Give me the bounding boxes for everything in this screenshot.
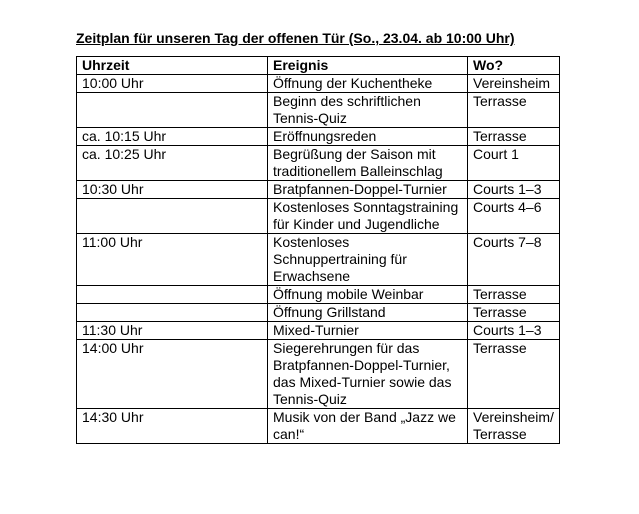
location-cell: Terrasse xyxy=(468,304,560,322)
event-cell: Musik von der Band „Jazz we can!“ xyxy=(268,409,468,444)
time-cell xyxy=(77,304,268,322)
location-cell: Courts 1–3 xyxy=(468,322,560,340)
header-time: Uhrzeit xyxy=(77,57,268,75)
location-cell: Vereinsheim xyxy=(468,75,560,93)
location-cell: Courts 7–8 xyxy=(468,234,560,286)
location-cell: Terrasse xyxy=(468,340,560,409)
time-cell: 14:30 Uhr xyxy=(77,409,268,444)
table-header-row xyxy=(77,57,560,75)
schedule-table xyxy=(76,56,560,444)
table-row xyxy=(77,409,560,444)
table-row xyxy=(77,93,560,128)
location-cell: Court 1 xyxy=(468,146,560,181)
header-event: Ereignis xyxy=(268,57,468,75)
table-row xyxy=(77,286,560,304)
time-cell: 10:00 Uhr xyxy=(77,75,268,93)
event-cell: Bratpfannen-Doppel-Turnier xyxy=(268,181,468,199)
event-cell: Öffnung mobile Weinbar xyxy=(268,286,468,304)
time-cell: ca. 10:15 Uhr xyxy=(77,128,268,146)
header-location: Wo? xyxy=(468,57,560,75)
table-row xyxy=(77,128,560,146)
table-row xyxy=(77,199,560,234)
location-cell: Courts 1–3 xyxy=(468,181,560,199)
event-cell: Eröffnungsreden xyxy=(268,128,468,146)
time-cell xyxy=(77,93,268,128)
event-cell: Siegerehrungen für das Bratpfannen-Doppel-Turnier, das Mixed-Turnier sowie das Tennis-Quiz xyxy=(268,340,468,409)
time-cell: ca. 10:25 Uhr xyxy=(77,146,268,181)
event-cell: Öffnung der Kuchentheke xyxy=(268,75,468,93)
location-cell: Terrasse xyxy=(468,93,560,128)
document-title: Zeitplan für unseren Tag der offenen Tür (So., 23.04. ab 10:00 Uhr) xyxy=(76,30,515,46)
location-cell: Terrasse xyxy=(468,286,560,304)
table-row xyxy=(77,234,560,286)
time-cell xyxy=(77,286,268,304)
location-cell: Courts 4–6 xyxy=(468,199,560,234)
time-cell: 11:30 Uhr xyxy=(77,322,268,340)
table-row xyxy=(77,75,560,93)
time-cell xyxy=(77,199,268,234)
event-cell: Kostenloses Schnuppertraining für Erwachsene xyxy=(268,234,468,286)
event-cell: Kostenloses Sonntagstraining für Kinder und Jugendliche xyxy=(268,199,468,234)
table-row xyxy=(77,322,560,340)
table-row xyxy=(77,146,560,181)
table-row xyxy=(77,181,560,199)
time-cell: 11:00 Uhr xyxy=(77,234,268,286)
event-cell: Mixed-Turnier xyxy=(268,322,468,340)
event-cell: Beginn des schriftlichen Tennis-Quiz xyxy=(268,93,468,128)
event-cell: Öffnung Grillstand xyxy=(268,304,468,322)
time-cell: 14:00 Uhr xyxy=(77,340,268,409)
time-cell: 10:30 Uhr xyxy=(77,181,268,199)
event-cell: Begrüßung der Saison mit traditionellem Balleinschlag xyxy=(268,146,468,181)
table-row xyxy=(77,304,560,322)
location-cell: Vereinsheim/ Terrasse xyxy=(468,409,560,444)
table-row xyxy=(77,340,560,409)
location-cell: Terrasse xyxy=(468,128,560,146)
